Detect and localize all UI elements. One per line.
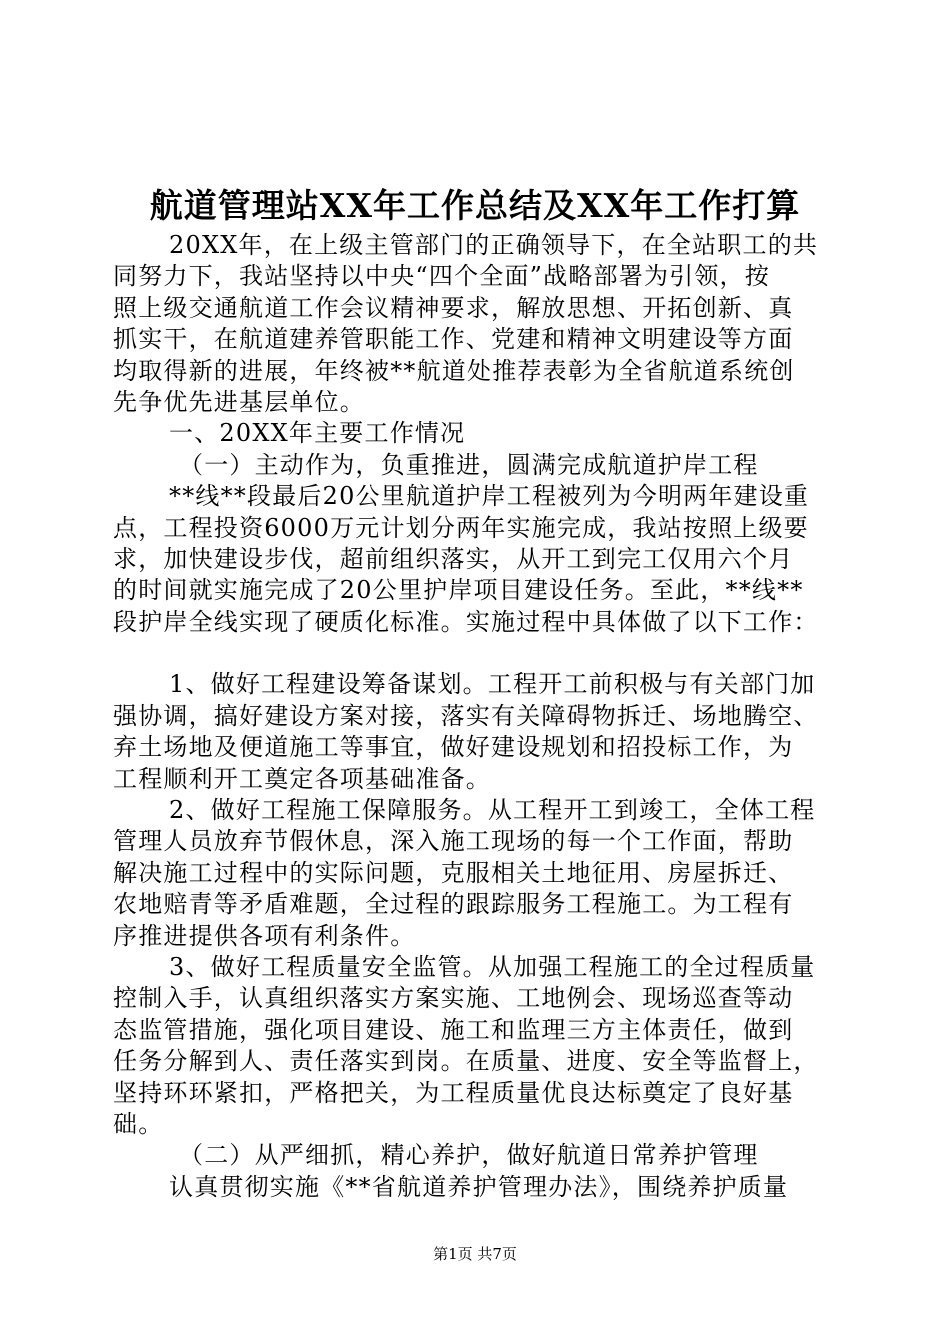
body-line: 强协调，搞好建设方案对接，落实有关障碍物拆迁、场地腾空、 — [113, 701, 819, 730]
document-title: 航道管理站XX年工作总结及XX年工作打算 — [149, 186, 801, 225]
body-line: 同努力下，我站坚持以中央“四个全面”战略部署为引领，按 — [113, 262, 770, 291]
body-line: 认真贯彻实施《**省航道养护管理办法》，围绕养护质量 — [169, 1172, 789, 1201]
body-line: 控制入手，认真组织落实方案实施、工地例会、现场巡查等动 — [113, 984, 794, 1013]
body-line: 序推进提供各项有利条件。 — [113, 921, 416, 950]
subsection-heading: （二）从严细抓，精心养护，做好航道日常养护管理 — [179, 1141, 759, 1170]
body-line: 1、做好工程建设筹备谋划。工程开工前积极与有关部门加 — [169, 670, 816, 699]
subsection-heading: （一）主动作为，负重推进，圆满完成航道护岸工程 — [179, 450, 759, 479]
blank-line — [113, 638, 843, 669]
body-line: **线**段最后20公里航道护岸工程被列为今明两年建设重 — [169, 482, 810, 511]
body-line: 解决施工过程中的实际问题，克服相关土地征用、房屋拆迁、 — [113, 858, 794, 887]
body-line: 点，工程投资6000万元计划分两年实施完成，我站按照上级要 — [113, 513, 809, 542]
body-line: 照上级交通航道工作会议精神要求，解放思想、开拓创新、真 — [113, 293, 794, 322]
body-line: 农地赔青等矛盾难题，全过程的跟踪服务工程施工。为工程有 — [113, 890, 794, 919]
body-line: 20XX年，在上级主管部门的正确领导下，在全站职工的共 — [169, 231, 819, 259]
body-line: 坚持环环紧扣，严格把关，为工程质量优良达标奠定了良好基 — [113, 1078, 794, 1107]
body-line: 础。 — [113, 1109, 164, 1138]
page-footer: 第1页 共7页 — [433, 1245, 517, 1263]
body-line: 的时间就实施完成了20公里护岸项目建设任务。至此，**线** — [113, 576, 804, 605]
body-line: 工程顺利开工奠定各项基础准备。 — [113, 764, 491, 793]
body-line: 抓实干，在航道建养管职能工作、党建和精神文明建设等方面 — [113, 325, 794, 354]
body-line: 任务分解到人、责任落实到岗。在质量、进度、安全等监督上， — [113, 1047, 819, 1076]
body-line: 先争优先进基层单位。 — [113, 387, 365, 416]
body-line: 段护岸全线实现了硬质化标准。实施过程中具体做了以下工作： — [113, 607, 819, 636]
document-body — [113, 230, 843, 1203]
body-line: 态监管措施，强化项目建设、施工和监理三方主体责任，做到 — [113, 1015, 794, 1044]
body-line: 2、做好工程施工保障服务。从工程开工到竣工，全体工程 — [169, 796, 816, 825]
body-line: 均取得新的进展，年终被**航道处推荐表彰为全省航道系统创 — [113, 356, 795, 385]
body-line: 弃土场地及便道施工等事宜，做好建设规划和招投标工作，为 — [113, 733, 794, 762]
body-line: 3、做好工程质量安全监管。从加强工程施工的全过程质量 — [169, 952, 816, 981]
section-heading: 一、20XX年主要工作情况 — [169, 419, 466, 448]
body-line: 求，加快建设步伐，超前组织落实，从开工到完工仅用六个月 — [113, 544, 794, 573]
body-line: 管理人员放弃节假休息，深入施工现场的每一个工作面，帮助 — [113, 827, 794, 856]
